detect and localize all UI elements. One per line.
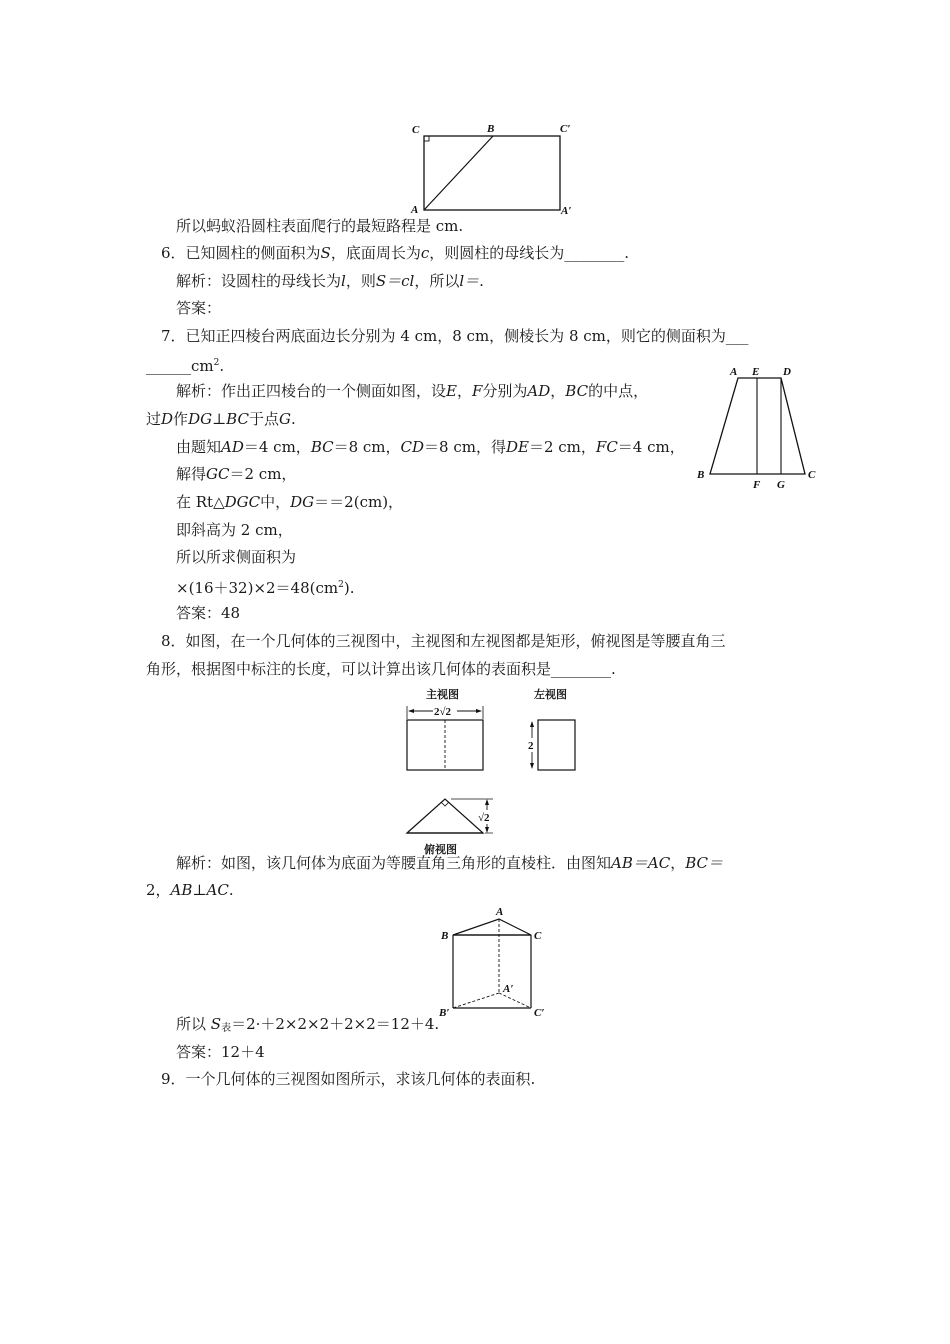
s7-text: 解析：作出正四棱台的一个侧面如图，设 [176,382,447,400]
s7-var: G [278,410,291,428]
s6-text: . [479,272,484,290]
q6-text: ，则圆柱的母线长为________. [429,244,630,262]
label-a: A [411,204,419,216]
left-view-title: 左视图 [534,688,567,701]
s7-text: 过 [146,410,162,428]
prism-top-face [453,919,531,935]
s7-text: ， [550,382,566,400]
s8-var: BC＝ [685,854,723,872]
label-c-prime: C′ [560,123,571,135]
left-view-dim: 2 [528,740,534,752]
s7-text: 中， [260,493,291,511]
s7-var: DGC [224,493,261,511]
s7-text: ＝2 cm， [229,465,297,483]
label-c: C [412,124,420,136]
s7-var: DE [505,438,529,456]
label-a: A [730,366,738,378]
s6-var: l [341,272,346,290]
q6-var: c [420,244,430,262]
s7-text: ＝8 cm，得 [424,438,506,456]
q6-text: 6．已知圆柱的侧面积为 [161,244,321,262]
question-8-line-2: 角形，根据图中标注的长度，可以计算出该几何体的表面积是________. [146,660,616,678]
s8-text: 2， [146,881,171,899]
s7-text: ＝2 cm， [528,438,596,456]
label-c: C [808,469,816,481]
s7-text: ＝＝2(cm)， [314,493,404,511]
s7-text: ， [456,382,472,400]
s7-text: ＝4 cm， [243,438,311,456]
question-8-line-1: 8．如图，在一个几何体的三视图中，主视图和左视图都是矩形，俯视图是等腰直角三 [161,632,726,650]
s7-var: F [471,382,483,400]
s7-var: FC [595,438,618,456]
s7-text: 的中点， [588,382,649,400]
s7-text: 在 Rt△ [176,493,225,511]
s6-text: ，所以 [414,272,460,290]
s8-text: 解析：如图，该几何体为底面为等腰直角三角形的直棱柱．由图知 [176,854,612,872]
s7-text: 分别为 [482,382,528,400]
label-c: C [534,930,542,942]
text: ＝2·＋2×2×2＋2×2＝12＋4. [231,1015,440,1033]
surface-area-line [176,1014,439,1039]
label-c-prime: C′ [534,1007,545,1019]
s7-var: DG⊥BC [188,410,249,428]
s7-sup: 2 [338,580,344,590]
q6-var: S [320,244,331,262]
solution-7-line-6: 即斜高为 2 cm， [176,521,293,539]
subscript: 表 [221,1023,232,1034]
q7-sup: 2 [213,358,220,368]
text: 所以 [176,1015,211,1033]
top-view-title: 俯视图 [424,843,457,856]
s7-var: CD [400,438,425,456]
question-9: 9．一个几何体的三视图如图所示，求该几何体的表面积. [161,1070,536,1088]
answer-7: 答案：48 [176,604,241,622]
s7-text: 由题知 [176,438,222,456]
s8-var: AB⊥AC [170,881,229,899]
s6-eq: S＝cl [375,272,415,290]
label-d: D [783,366,791,378]
main-view-title: 主视图 [426,688,459,701]
s7-text: 作 [173,410,189,428]
label-b: B [697,469,705,481]
s7-var: DG [290,493,315,511]
s8-text: . [228,881,234,899]
label-g: G [777,479,785,491]
s6-eq: l＝ [459,272,480,290]
label-b-prime: B′ [439,1007,450,1019]
s7-text: . [290,410,296,428]
label-b: B [441,930,449,942]
answer-8: 答案：12＋4 [176,1043,265,1061]
s6-text: 解析：设圆柱的母线长为 [176,272,342,290]
label-e: E [752,366,760,378]
prism-hidden-ac [499,993,531,1008]
s7-var: AD [527,382,551,400]
label-a-prime: A′ [561,205,572,217]
question-7-line-1: 7．已知正四棱台两底面边长分别为 4 cm，8 cm，侧棱长为 8 cm，则它的侧面积为___ [161,327,749,345]
label-a-prime: A′ [503,983,514,995]
s7-text: ＝4 cm， [617,438,685,456]
s7-text: ＝8 cm， [333,438,401,456]
s7-var: E [446,382,457,400]
q7-text: ______cm [146,357,214,375]
solution-7-line-7: 所以所求侧面积为 [176,548,297,566]
label-a: A [496,906,504,918]
s7-text: ×(16＋32)×2＝48(cm [176,579,339,597]
s7-var: BC [565,382,589,400]
main-view-dim: 2√2 [434,706,452,718]
s8-var: AB＝AC [611,854,671,872]
s7-var: D [161,410,174,428]
s6-text: ，则 [345,272,376,290]
s7-text: ). [343,579,355,597]
s7-var: AD [221,438,244,456]
q7-text: . [219,357,225,375]
s7-var: BC [310,438,334,456]
prism-hidden-ab [453,993,499,1008]
q6-text: ，底面周长为 [330,244,421,262]
s7-text: 解得 [176,465,207,483]
text-line: 所以蚂蚁沿圆柱表面爬行的最短路程是 cm. [176,217,464,235]
top-view-dim: √2 [478,812,490,824]
label-f: F [753,479,761,491]
s7-text: 于点 [248,410,279,428]
label-b: B [487,123,495,135]
s7-var: GC [206,465,230,483]
answer-6: 答案： [176,299,222,317]
var: S [210,1015,222,1033]
s8-text: ， [670,854,686,872]
